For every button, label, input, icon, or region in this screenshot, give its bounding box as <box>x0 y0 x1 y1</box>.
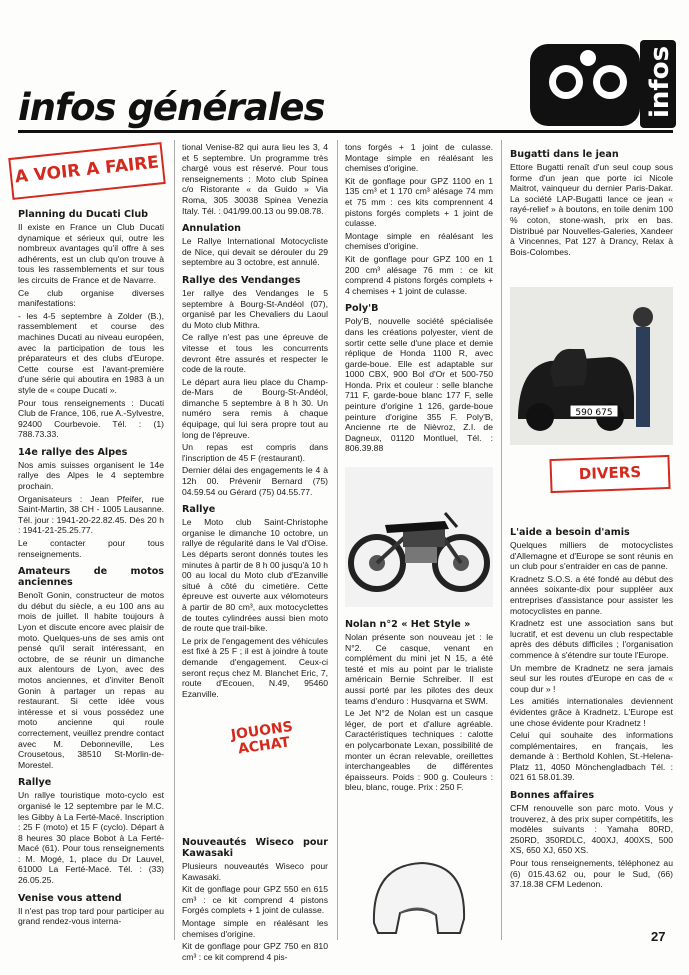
paragraph: Le contacter pour tous renseignements. <box>18 538 164 559</box>
paragraph: Un membre de Kradnetz ne sera jamais seul sur les routes d'Europe en cas de « coup dur » ! <box>510 662 673 694</box>
heading: L'aide a besoin d'amis <box>510 527 630 538</box>
paragraph: Nolan présente son nouveau jet : le N°2. Ce casque, venant en complément du mini jet N 15, a été testé et mis au point par le trialiste américain Bernie Schreiber. Il est aussi porté par les pilotes des deux teams d'enduro : Husqvarna et SWM. <box>345 632 493 706</box>
column-3-bottom <box>345 612 493 795</box>
heading: Annulation <box>182 223 241 235</box>
paragraph: Le Moto club Saint-Christophe organise le dimanche 10 octobre, un rallye de régularité dans le Val d'Oise. Les départs seront donnés toutes les minutes à partir de 8 h 00 jusqu'à 10 h 00 au local du Moto club d'Ezanville situé à côté du cimetière. Cette épreuve est ouverte aux vélomoteurs à partir de 80 cm³, aux motocyclettes de toutes cylindrées aussi bien moto de route que trail-bike. <box>182 517 328 634</box>
heading: Amateurs de motos anciennes <box>18 566 164 589</box>
column-3 <box>345 142 493 456</box>
paragraph: 1er rallye des Vendanges le 5 septembre à Bourg-St-Andéol (07), organisé par les Chevaliers du Laoul du Moto club Mithra. <box>182 287 328 330</box>
car-icon <box>510 287 673 445</box>
paragraph: Dernier délai des engagements le 4 à 12h 00. Prévenir Bernard (75) 04.59.54 ou Gérard (75) 04.55.77. <box>182 465 328 497</box>
paragraph: Poly'B, nouvelle société spécialisée dans les créations polyester, vient de sortir cette selle d'une place et demie réplique de Honda 1100 R, avec garde-boue. Elle est adaptable sur 1000 CBX, 900 Bol d'Or et 500-750 Honda. Prix et couleur : selle blanche 711 F, garde-boue blanc 177 F, selle peinture d'origine 1 126, garde-boue peinture d'origine 355 F. Poly'B, Ancienne rte de Nièvroz, Z.I. de Dagneux, 01120 Montluel, Tél. : 806.39.88 <box>345 316 493 454</box>
motorcycle-icon <box>345 467 493 607</box>
heading: Bonnes affaires <box>510 790 595 802</box>
motorcycle-photo <box>345 467 493 607</box>
paragraph: Le prix de l'engagement des véhicules est fixé à 25 F ; il est à joindre à toute demande d'engagement. Ceux-ci seront reçus chez M. Blanchet Eric, 7, route d'Ecouen, N.49, 95460 Ezanville. <box>182 635 328 699</box>
stamp-a-voir: A VOIR A FAIRE <box>8 142 166 200</box>
paragraph: Quelques milliers de motocyclistes d'Allemagne et d'Europe se sont réunis en un club pour s'entraider en cas de panne. <box>510 540 673 572</box>
paragraph: - les 4-5 septembre à Zolder (B.), rassemblement et course des machines Ducati au niveau européen, avec la participation de tous les préparateurs et des clubs d'Europe. Cette course est l'avant-première d'une série qui aboutira en 1983 à un style de « coupe Ducati ». <box>18 310 164 395</box>
paragraph: Il n'est pas trop tard pour participer au grand rendez-vous interna- <box>18 905 164 927</box>
column-1 <box>18 202 164 929</box>
column-4 <box>510 142 673 259</box>
heading: Nolan n°2 « Het Style » <box>345 619 471 630</box>
paragraph: Kit de gonflage pour GPZ 550 en 615 cm³ : ce kit comprend 4 pistons Forgés complets + 1 joint de culasse. <box>182 884 328 916</box>
paragraph: Pour tous renseignements, téléphonez au (6) 015.43.62 ou, pour le Sud, (66) 37.18.38 CFM Ledenon. <box>510 858 673 890</box>
paragraph: tons forgés + 1 joint de culasse. Montage simple en réalésant les chemises d'origine. <box>345 142 493 174</box>
heading: Rallye <box>182 504 216 516</box>
heading: 14e rallye des Alpes <box>18 446 128 458</box>
heading: Venise vous attend <box>18 892 122 904</box>
paragraph: Kradnetz est une association sans but lucratif, et est devenu un club respectable après des débuts difficiles ; l'organisation commence à s'étendre sur toute l'Europe. <box>510 618 673 660</box>
column-4-bottom <box>510 520 673 892</box>
paragraph: Le Jet N°2 de Nolan est un casque léger, de port et d'allure agréable. Caractéristiques techniques : calotte en polycarbonate Lexan, possibilité de monter un écran relevable, oreillettes interchangeables de différentes épaisseurs. Poids : 900 g. Couleurs : bleu, blanc, rouge. Prix : 250 F. <box>345 708 493 793</box>
paragraph: CFM renouvelle son parc moto. Vous y trouverez, à des prix super compétitifs, les modèles suivants : Yamaha 80RD, 250RD, 350RDLC, 400XJ, 400XS, 500 XS, 650 XJ, 650 XS. <box>510 803 673 856</box>
page-number: 27 <box>651 929 666 944</box>
column-2-bottom <box>182 830 328 964</box>
paragraph: Le Rallye International Motocycliste de Nice, qui devait se dérouler du 29 septembre au 3 octobre, est annulé. <box>182 236 328 268</box>
paragraph: Montage simple en réalésant les chemises d'origine. <box>345 230 493 252</box>
paragraph: Ettore Bugatti renaît d'un seul coup sous forme d'un jean que porte ici Nicole Maitrot, vainqueur du dernier Paris-Dakar. La société LAP-Bugatti lance ce jean « rayé-relief » à boutons, en toile denim 100 % coton, stone-wash, prix en bas. Distribué par Nouvelles-Galeries, Xandeer à Vincennes, Pat 127 à Drancy, Relax à Bois-Colombes. <box>510 162 673 257</box>
helmet-icon <box>360 853 478 948</box>
heading: Bugatti dans le jean <box>510 149 619 160</box>
paragraph: Il existe en France un Club Ducati dynamique et sérieux qui, outre les nombreux avantages qu'il offre à ses adhérents, est un club qu'on trouve à tous les rassemblements et sur tous les circuits de France et de Navarre. <box>18 222 164 285</box>
heading: Planning du Ducati Club <box>18 209 149 220</box>
bugatti-photo <box>510 287 673 445</box>
paragraph: Benoît Gonin, constructeur de motos du début du siècle, a eu 100 ans au mois de juillet. Il habite toujours à Lyon et discute encore avec plaisir de moto. Quelques-uns de ses amis ont pensé qu'il serait intéressant, en octobre, de se réunir un dimanche aux alentours de Lyon, avec des motos anciennes, et d'inviter Benoît Gonin à partager un repas au restaurant. Si cette idée vous intéresse et si vous possédez une moto ancienne qui roule correctement, veuillez prendre contact avec M. Debonneville, Les Crousetous, 38510 St-Morlin-de-Morestel. <box>18 590 164 770</box>
paragraph: Kit de gonflage pour GPZ 750 en 810 cm³ : ce kit comprend 4 pis- <box>182 941 328 962</box>
paragraph: Un repas est compris dans l'inscription de 45 F (restaurant). <box>182 442 328 463</box>
paragraph: Un rallye touristique moto-cyclo est organisé le 12 septembre par le M.C. les Gibby à La Ferté-Macé. Inscription : 25 F (moto) et 15 F (cyclo). Départ à 8 heures 30 place Bobot à La Ferté-Macé (61). Pour tous renseignements : M. Mogé, 1, place du Dr Lauvel, 61000 La Ferté-Macé. Tél. : (33) 26.05.25. <box>18 790 164 886</box>
paragraph: Plusieurs nouveautés Wiseco pour Kawasaki. <box>182 861 328 882</box>
heading: Rallye des Vendanges <box>182 274 301 286</box>
paragraph: Le départ aura lieu place du Champ-de-Mars de Bourg-St-Andéol, dimanche 5 septembre à 8 h 30. Un numéro sera remis à chaque équipage, qui lui sera propre tout au long de l'épreuve. <box>182 376 328 440</box>
paragraph: tional Venise-82 qui aura lieu les 3, 4 et 5 septembre. Un programme très chargé vous est réservé. Pour tous renseignements : Moto club Spinea c/o Ristorante « da Guido » Via Roma, 305 30038 Spinea Venezia Italy. Tél. : 041/99.00.13 ou 99.08.78. <box>182 142 328 216</box>
column-divider <box>501 140 502 940</box>
stamp-divers: DIVERS <box>549 455 670 493</box>
paragraph: Celui qui souhaite des informations complémentaires, en français, les demande à : Berthold Kohlen, St.-Helena-Platz 11, 4050 Mönchengladbach Tél. : 021 61 58.01.39. <box>510 730 673 783</box>
paragraph: Montage simple en réalésant les chemises d'origine. <box>182 917 328 939</box>
stamp-jouons-achat: JOUONS ACHAT <box>230 719 294 758</box>
paragraph: Les amitiés internationales deviennent évidentes grâce à Kradnetz. L'Europe est une chose évidente pour Kradnetz ! <box>510 696 673 728</box>
paragraph: Ce club organise diverses manifestations: <box>18 287 164 309</box>
column-2 <box>182 142 328 701</box>
logo-text: infos <box>645 45 675 118</box>
infos-logo <box>528 36 678 132</box>
paragraph: Ce rallye n'est pas une épreuve de vitesse et tous les concurrents devront être assurés et respecter le code de la route. <box>182 332 328 375</box>
column-divider <box>174 140 175 940</box>
paragraph: Kit de gonflage pour GPZ 1100 en 1 135 cm³ et 1 170 cm³ alésage 74 mm et 75 mm : ces kits comprennent 4 pistons forgés complets + 1 joint de culasse. <box>345 175 493 229</box>
license-plate: 590 675 <box>575 408 613 418</box>
paragraph: Organisateurs : Jean Pfeifer, rue Saint-Martin, 38 CH - 1005 Lausanne. Tél. jour : 1941-20-22.82.45. Dès 20 h : 1941-21-25.25.77. <box>18 493 164 536</box>
paragraph: Nos amis suisses organisent le 14e rallye des Alpes le 4 septembre prochain. <box>18 459 164 492</box>
heading: Poly'B <box>345 303 379 315</box>
paragraph: Kradnetz S.O.S. a été fondé au début des années soixante-dix pour suppléer aux entreprises d'assistance pour assister les motocyclistes en panne. <box>510 573 673 616</box>
paragraph: Kit de gonflage pour GPZ 100 en 1 200 cm³ alésage 76 mm : ce kit comprend 4 pistons forgés complets + 4 chemises + 1 joint de culasse. <box>345 253 493 296</box>
heading: Nouveautés Wiseco pour Kawasaki <box>182 837 328 859</box>
column-divider <box>337 140 338 940</box>
page-title: infos générales <box>18 86 325 129</box>
paragraph: Pour tous renseignements : Ducati Club de France, 106, rue A.-Sylvestre, 92400 Courbevoie. Tél. : (1) 788.73.33. <box>18 397 164 440</box>
heading: Rallye <box>18 777 52 789</box>
helmet-photo <box>360 853 478 948</box>
